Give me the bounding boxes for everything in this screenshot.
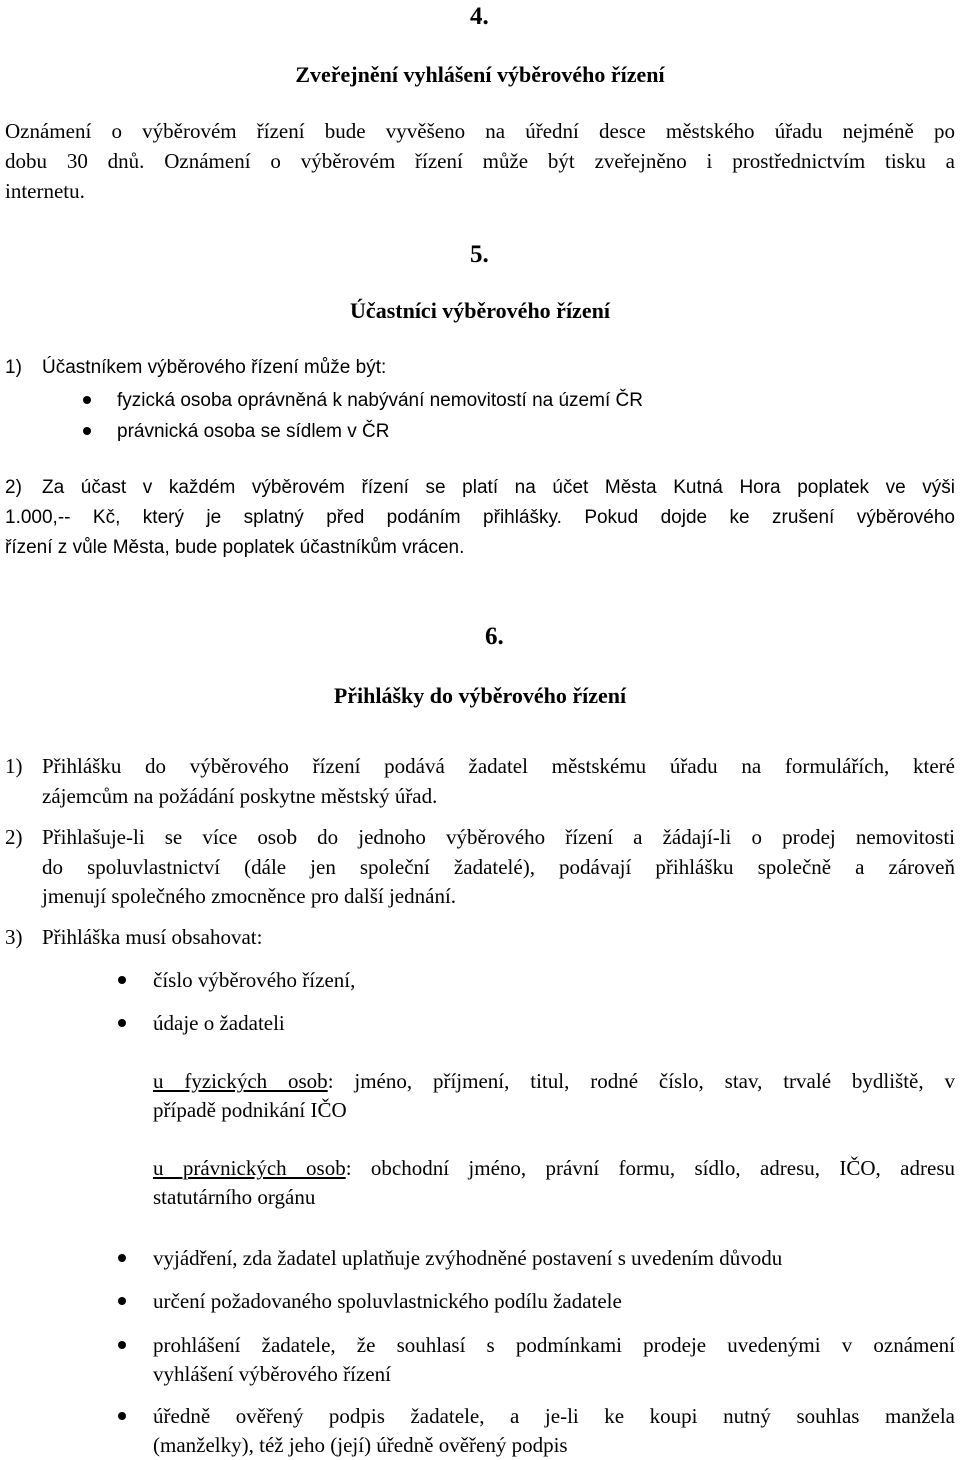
section-6-item1-number: 1)	[5, 754, 23, 778]
fyzicke-osoby-line2: případě podnikání IČO	[153, 1098, 347, 1122]
section-4-number: 4.	[470, 3, 489, 30]
bullet-icon	[118, 1254, 126, 1262]
section-6-number: 6.	[485, 623, 504, 650]
section-6-item2-number: 2)	[5, 825, 23, 849]
bullet-icon	[118, 1297, 126, 1305]
section-4-para-line1: Oznámení o výběrovém řízení bude vyvěšeno na úřední desce městského úřadu nejméně po	[5, 119, 955, 143]
pravnicke-osoby-label: u právnických osob	[153, 1156, 346, 1180]
section-6-bullet-5-line2: vyhlášení výběrového řízení	[153, 1362, 391, 1386]
section-5-item2-number: 2)	[5, 477, 22, 498]
pravnicke-osoby-line1	[153, 1154, 955, 1183]
bullet-icon	[118, 1019, 126, 1027]
section-5-item1-text: Účastníkem výběrového řízení může být:	[42, 357, 387, 378]
pravnicke-osoby-text: : obchodní jméno, právní formu, sídlo, adresu, IČO, adresu	[345, 1156, 955, 1180]
bullet-icon	[118, 1341, 126, 1349]
fyzicke-osoby-label: u fyzických osob	[153, 1069, 328, 1093]
section-6-bullet-3: vyjádření, zda žadatel uplatňuje zvýhodněné postavení s uvedením důvodu	[153, 1246, 783, 1270]
section-6-item1-line1: Přihlášku do výběrového řízení podává žadatel městskému úřadu na formulářích, které	[42, 754, 955, 778]
section-6-title: Přihlášky do výběrového řízení	[333, 683, 627, 708]
section-4-para-line2: dobu 30 dnů. Oznámení o výběrovém řízení může být zveřejněno i prostřednictvím tisku a	[5, 149, 955, 173]
fyzicke-osoby-line1	[153, 1067, 955, 1096]
section-6-item1-line2: zájemcům na požádání poskytne městský úřad.	[42, 784, 438, 808]
section-5-bullet-2: právnická osoba se sídlem v ČR	[117, 421, 390, 442]
section-5-item2-line1: Za účast v každém výběrovém řízení se platí na účet Města Kutná Hora poplatek ve výši	[42, 477, 955, 498]
fyzicke-osoby-text: : jméno, příjmení, titul, rodné číslo, stav, trvalé bydliště, v	[327, 1069, 955, 1093]
bullet-icon	[118, 976, 126, 984]
section-5-item1-number: 1)	[5, 357, 22, 378]
section-6-bullet-5-line1: prohlášení žadatele, že souhlasí s podmínkami prodeje uvedenými v oznámení	[153, 1333, 955, 1357]
bullet-icon	[83, 427, 91, 435]
pravnicke-osoby-line2: statutárního orgánu	[153, 1185, 316, 1209]
section-6-bullet-6-line2: (manželky), též jeho (její) úředně ověřený podpis	[153, 1433, 568, 1457]
section-6-bullet-6-line1: úředně ověřený podpis žadatele, a je-li ke koupi nutný souhlas manžela	[153, 1404, 955, 1428]
section-5-bullet-1: fyzická osoba oprávněná k nabývání nemovitostí na území ČR	[117, 390, 643, 411]
section-6-item2-line2: do spoluvlastnictví (dále jen společní žadatelé), podávají přihlášku společně a zároveň	[42, 855, 955, 879]
section-4-title: Zveřejnění vyhlášení výběrového řízení	[295, 62, 665, 87]
bullet-icon	[118, 1412, 126, 1420]
section-4-para-line3: internetu.	[5, 179, 85, 203]
section-5-item2-line2: 1.000,-- Kč, který je splatný před podáním přihlášky. Pokud dojde ke zrušení výběrového	[5, 507, 955, 528]
section-6-item3-text: Přihláška musí obsahovat:	[42, 925, 263, 949]
section-6-bullet-4: určení požadovaného spoluvlastnického podílu žadatele	[153, 1289, 622, 1313]
section-6-item3-number: 3)	[5, 925, 23, 949]
section-6-bullet-2: údaje o žadateli	[153, 1011, 285, 1035]
section-5-title: Účastníci výběrového řízení	[350, 298, 610, 323]
section-6-item2-line3: jmenují společného zmocněnce pro další jednání.	[42, 884, 457, 908]
bullet-icon	[83, 396, 91, 404]
section-6-item2-line1: Přihlašuje-li se více osob do jednoho výběrového řízení a žádají-li o prodej nemovitosti	[42, 825, 955, 849]
section-5-number: 5.	[470, 241, 489, 268]
section-6-bullet-1: číslo výběrového řízení,	[153, 968, 356, 992]
section-5-item2-line3: řízení z vůle Města, bude poplatek účastníkům vrácen.	[5, 537, 465, 558]
